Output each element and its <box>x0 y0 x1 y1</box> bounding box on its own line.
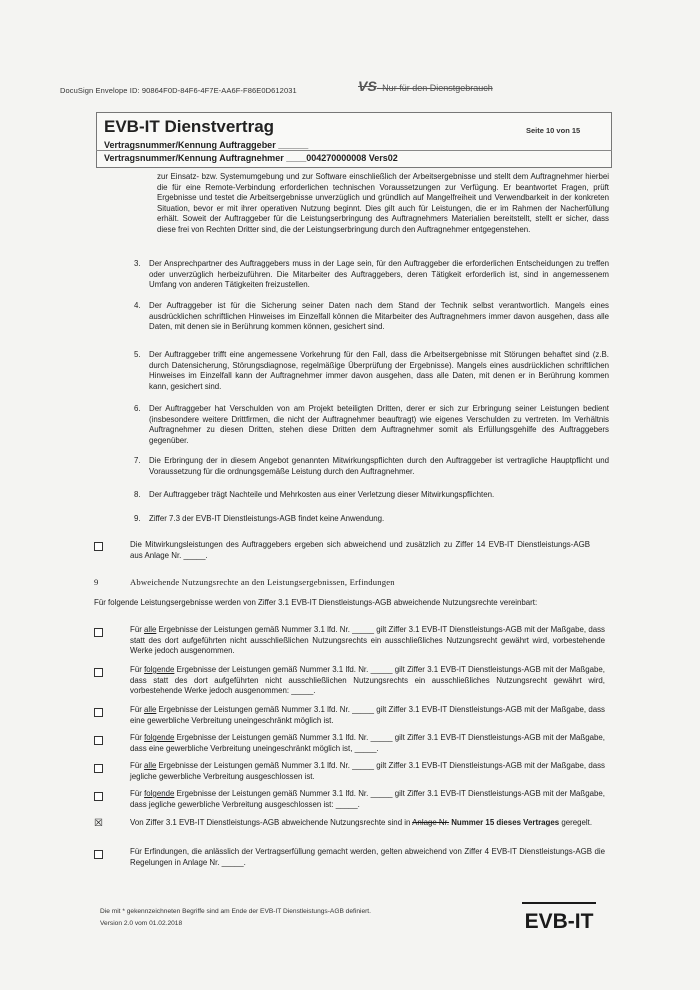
rights-option-checkbox[interactable] <box>94 736 103 745</box>
contract-number-contractor: Vertragsnummer/Kennung Auftragnehmer ____004270000008 Vers02 <box>104 153 398 163</box>
page-number: Seite 10 von 15 <box>526 126 581 135</box>
option-scope: folgende <box>144 789 175 798</box>
footer <box>100 906 371 930</box>
item-text: Der Auftraggeber hat Verschulden von am Projekt beteiligten Dritten, derer er sich zur Erbringung seiner Leistungen bedient (insbesondere weitere Drittfirmen, die nicht der Auftragnehmer beauftragt) wie eigenes Verschulden zu vertreten. Im Verhältnis Auftragnehmer zu diesen Dritten, stehen diese Dritten dem Auftragnehmer somit als Erfüllungsgehilfe des Auftraggebers gegenüber. <box>149 404 609 445</box>
option-scope: folgende <box>144 733 175 742</box>
rights-option-text <box>130 761 605 782</box>
option-body: Ergebnisse der Leistungen gemäß Nummer 3.1 lfd. Nr. _____ gilt Ziffer 3.1 EVB-IT Dienstleistungs-AGB mit der Maßgabe, dass eine gewerbliche Verbreitung uneingeschränkt möglich ist, _____. <box>130 733 605 753</box>
erfindungen-text: Für Erfindungen, die anlässlich der Vertragserfüllung gemacht werden, gelten abweichend von Ziffer 4 EVB-IT Dienstleistungs-AGB die Regelungen in Anlage Nr. _____. <box>130 847 605 867</box>
document-title: EVB-IT Dienstvertrag <box>104 117 275 136</box>
continuation-paragraph: zur Einsatz- bzw. Systemumgebung und zur Software einschließlich der Arbeitsergebnisse und stellt dem Auftragnehmer hierbei die für eine Remote-Verbindung erforderlichen technischen Voraussetzungen zur Verfügung. Er beantwortet Fragen, prüft Ergebnisse und testet die Arbeitsergebnisse unverzüglich und gründlich auf Mangelfreiheit und Verwendbarkeit in der konkreten Situation, bevor er mit ihrer operativen Nutzung beginnt. Dies gilt auch für Leistungen, die er im Rahmen der Nacherfüllung erhält. Soweit der Auftraggeber für die Leistungserbringung des Auftragnehmers Materialien bereitstellt, stellt er sicher, dass diese frei von Rechten Dritter sind, die der Leistungserbringung durch den Auftragnehmer entgegenstehen. <box>157 172 609 234</box>
logo-top-bar <box>522 902 596 904</box>
option-scope: alle <box>144 761 157 770</box>
item-text: Die Erbringung der in diesem Angebot genannten Mitwirkungspflichten durch den Auftraggeber ist vertragliche Hauptpflicht und Voraussetzung für die ordnungsgemäße Leistung durch den Auftragnehmer. <box>149 456 609 476</box>
option-scope: alle <box>144 625 157 634</box>
option-prefix: Für <box>130 733 145 742</box>
option-prefix: Für <box>130 705 145 714</box>
rights-option-text <box>130 625 605 657</box>
option-body: Ergebnisse der Leistungen gemäß Nummer 3.1 lfd. Nr. _____ gilt Ziffer 3.1 EVB-IT Dienstleistungs-AGB mit der Maßgabe, dass statt des dort aufgeführten nicht ausschließlichen Nutzungsrechts ein ausschließliches Nutzungsrecht gewährt wird, vorbestehende Werke jedoch ausgenommen. <box>130 625 605 656</box>
item-number: 7. <box>134 456 141 465</box>
item-number: 8. <box>134 490 141 499</box>
struck-reference: Anlage Nr. <box>412 818 450 827</box>
option-body: Ergebnisse der Leistungen gemäß Nummer 3.1 lfd. Nr. _____ gilt Ziffer 3.1 EVB-IT Dienstleistungs-AGB mit der Maßgabe, dass eine gewerbliche Verbreitung uneingeschränkt möglich ist. <box>130 705 605 725</box>
rights-option-text <box>130 733 605 754</box>
item-text: Ziffer 7.3 der EVB-IT Dienstleistungs-AGB findet keine Anwendung. <box>149 514 385 523</box>
item-text: Der Auftraggeber ist für die Sicherung seiner Daten nach dem Stand der Technik selbst verantwortlich. Mangels eines ausdrücklichen schriftlichen Hinweises im Einzelfall können die Mitarbeiter des Auftragnehmers immer davon ausgehen, dass alle Daten, mit denen sie in Berührung kommen können, gesichert sind. <box>149 301 609 332</box>
mitwirkung-checkbox[interactable] <box>94 542 103 551</box>
header-divider <box>96 150 612 151</box>
item-number: 5. <box>134 350 141 359</box>
rights-option-checkbox[interactable] <box>94 628 103 637</box>
contract-number-client: Vertragsnummer/Kennung Auftraggeber ______ <box>104 140 309 150</box>
erfindungen-checkbox[interactable] <box>94 850 103 859</box>
item-text: Der Auftraggeber trägt Nachteile und Mehrkosten aus einer Verletzung dieser Mitwirkungspflichten. <box>149 490 495 499</box>
handwritten-reference: Nummer 15 dieses Vertrages <box>451 818 560 827</box>
mitwirkung-option-text: Die Mitwirkungsleistungen des Auftraggebers ergeben sich abweichend und zusätzlich zu Ziffer 14 EVB-IT Dienstleistungs-AGB aus Anlage Nr. _____. <box>130 540 590 560</box>
option-prefix: Für <box>130 665 145 674</box>
rights-option-checkbox[interactable] <box>94 792 103 801</box>
footer-version: Version 2.0 vom 01.02.2018 <box>100 920 183 927</box>
rights-option-checkbox[interactable] <box>94 764 103 773</box>
evb-it-logo <box>522 902 596 932</box>
item-text: Der Auftraggeber trifft eine angemessene Vorkehrung für den Fall, dass die Arbeitsergebnisse mit Störungen behaftet sind (z.B. durch Datensicherung, Störungsdiagnose, regelmäßige Überprüfung der Ergebnisse). Mangels eines ausdrücklichen schriftlichen Hinweises im Einzelfall kann der Auftragnehmer immer davon ausgehen, dass alle Daten, mit denen er in Berührung kommen kann, gesichert sind. <box>149 350 609 391</box>
option-body: Ergebnisse der Leistungen gemäß Nummer 3.1 lfd. Nr. _____ gilt Ziffer 3.1 EVB-IT Dienstleistungs-AGB mit der Maßgabe, dass statt des dort aufgeführten nicht ausschließlichen Nutzungsrechts ein ausschließliches Nutzungsrecht gewährt wird, vorbestehende Werke jedoch ausgenommen: _____. <box>130 665 605 696</box>
item-text: Der Ansprechpartner des Auftraggebers muss in der Lage sein, für den Auftraggeber die erforderlichen Entscheidungen zu treffen oder unverzüglich herbeizuführen. Die Mitarbeiter des Auftraggebers, deren Tätigkeit erforderlich ist, sind in angemessenem Umfang von anderen Tätigkeiten freizustellen. <box>149 259 609 290</box>
section-number: 9 <box>94 577 99 587</box>
option-body: Ergebnisse der Leistungen gemäß Nummer 3.1 lfd. Nr. _____ gilt Ziffer 3.1 EVB-IT Dienstleistungs-AGB mit der Maßgabe, dass jegliche gewerbliche Verbreitung ausgeschlossen ist. <box>130 761 605 781</box>
option-scope: alle <box>144 705 157 714</box>
checked-option-suffix: geregelt. <box>559 818 593 827</box>
checked-option-prefix: Von Ziffer 3.1 EVB-IT Dienstleistungs-AGB abweichende Nutzungsrechte sind in <box>130 818 413 827</box>
section-title: Abweichende Nutzungsrechte an den Leistungsergebnissen, Erfindungen <box>130 577 395 587</box>
checked-option-text <box>130 818 605 829</box>
rights-option-text <box>130 789 605 810</box>
option-prefix: Für <box>130 625 145 634</box>
section-intro: Für folgende Leistungsergebnisse werden von Ziffer 3.1 EVB-IT Dienstleistungs-AGB abweichende Nutzungsrechte vereinbart: <box>94 598 538 607</box>
logo-text: EVB-IT <box>524 910 594 932</box>
checked-option-checkbox[interactable]: ☒ <box>94 818 103 829</box>
item-number: 4. <box>134 301 141 310</box>
rights-option-checkbox[interactable] <box>94 668 103 677</box>
option-prefix: Für <box>130 761 145 770</box>
item-number: 9. <box>134 514 141 523</box>
rights-option-text <box>130 665 605 697</box>
docusign-envelope-id: DocuSign Envelope ID: 90864F0D-84F6-4F7E-AA6F-F86E0D612031 <box>60 86 297 95</box>
rights-option-text <box>130 705 605 726</box>
item-number: 3. <box>134 259 141 268</box>
option-prefix: Für <box>130 789 145 798</box>
stamp-vs: VS <box>358 78 377 94</box>
stamp-text: - Nur für den Dienstgebrauch <box>376 83 493 93</box>
footer-note: Die mit * gekennzeichneten Begriffe sind am Ende der EVB-IT Dienstleistungs-AGB definiert. <box>100 908 371 915</box>
rights-option-checkbox[interactable] <box>94 708 103 717</box>
option-body: Ergebnisse der Leistungen gemäß Nummer 3.1 lfd. Nr. _____ gilt Ziffer 3.1 EVB-IT Dienstleistungs-AGB mit der Maßgabe, dass jegliche gewerbliche Verbreitung ausgeschlossen ist: _____. <box>130 789 605 809</box>
classification-stamp <box>358 78 493 94</box>
item-number: 6. <box>134 404 141 413</box>
option-scope: folgende <box>144 665 175 674</box>
